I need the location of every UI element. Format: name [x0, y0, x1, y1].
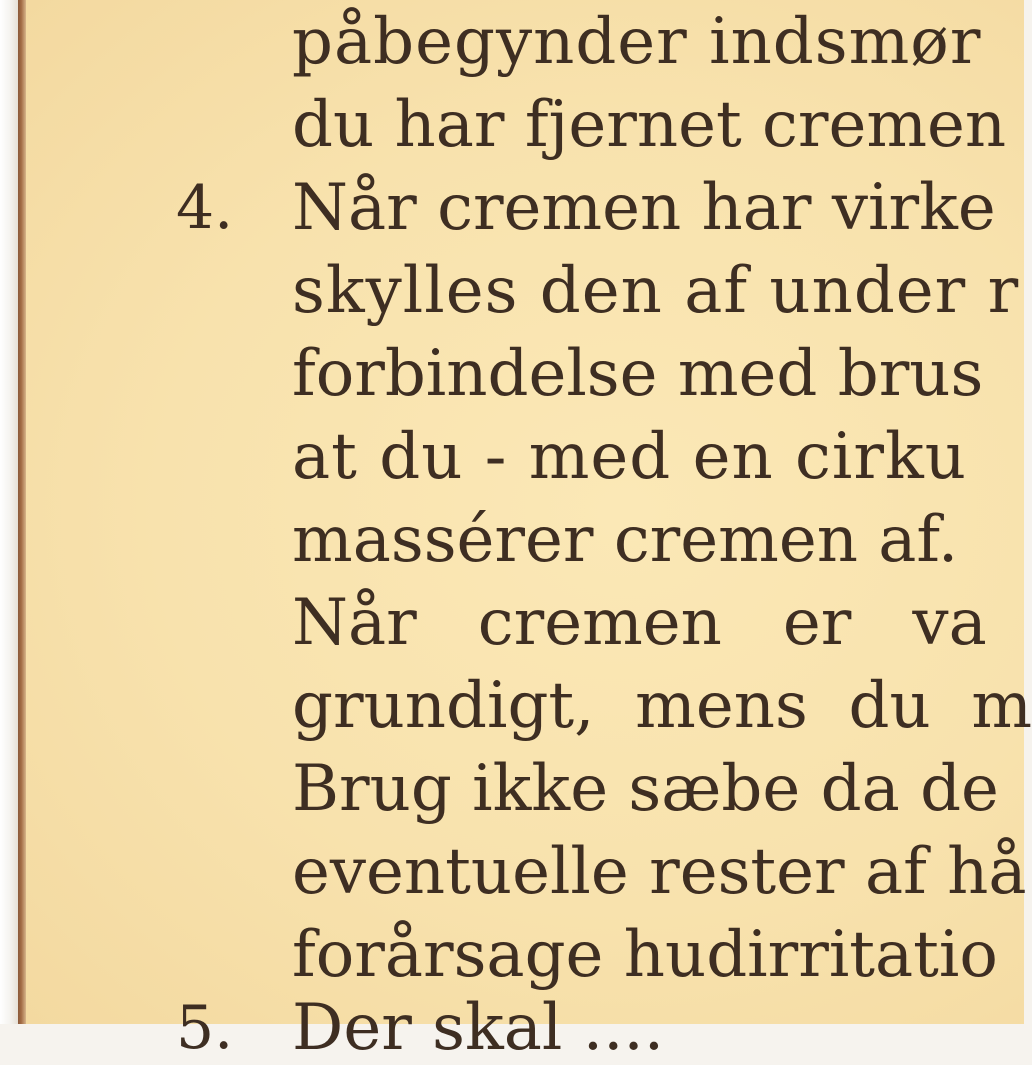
text-line-4: skylles den af under r: [292, 254, 1020, 328]
item-number-4: 4.: [176, 173, 234, 243]
item-number-5: 5.: [176, 993, 234, 1063]
text-line-11: eventuelle rester af hå: [292, 835, 1027, 909]
instruction-label: [26, 0, 1032, 1065]
brown-panel-border: [18, 0, 26, 1024]
text-line-13: Der skal ....: [292, 991, 665, 1065]
text-line-2: du har fjernet cremen: [292, 88, 1007, 162]
text-line-8: Når cremen er va: [292, 586, 987, 660]
text-line-6: at du - med en cirku: [292, 420, 967, 494]
text-line-1: påbegynder indsmør: [292, 5, 982, 79]
text-line-3: Når cremen har virke: [292, 171, 996, 245]
white-paper-edge: [0, 0, 18, 1024]
text-line-12: forårsage hudirritatio: [292, 918, 998, 992]
text-line-9: grundigt, mens du m: [292, 669, 1032, 743]
text-line-5: forbindelse med brus: [292, 337, 984, 411]
text-line-7: massérer cremen af.: [292, 503, 959, 577]
text-line-10: Brug ikke sæbe da de: [292, 752, 999, 826]
